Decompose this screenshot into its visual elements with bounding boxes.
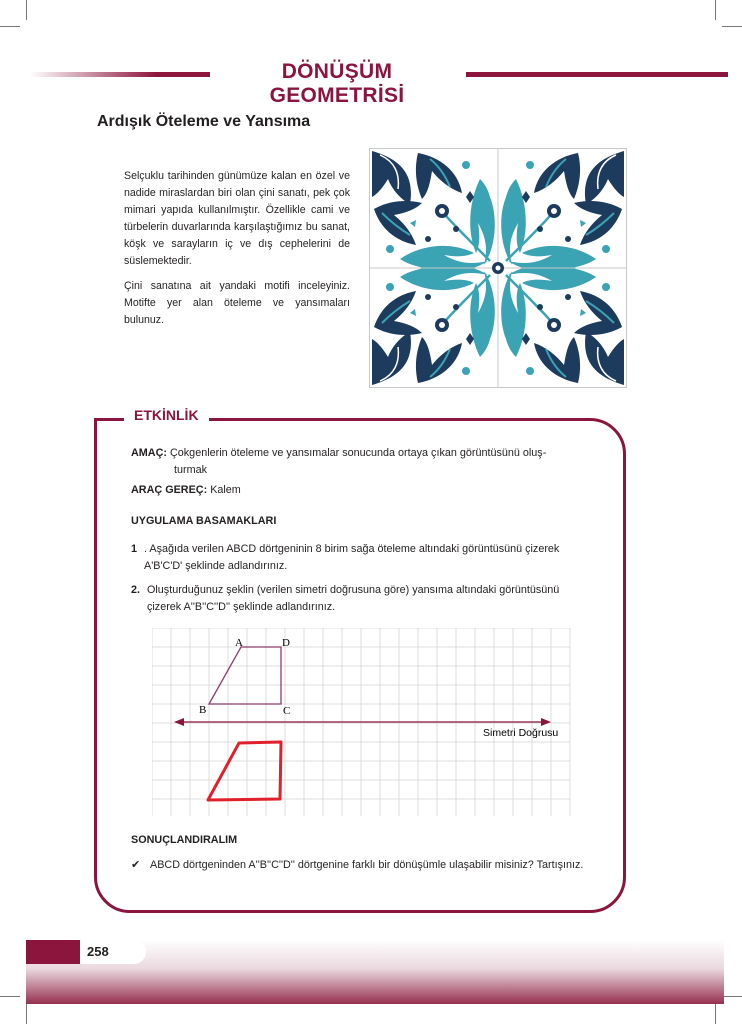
drawn-quadrilateral [208, 742, 281, 800]
crop-mark [0, 996, 20, 997]
crop-mark [26, 0, 27, 20]
tile-motif-image [369, 148, 627, 388]
conclusion-title: SONUÇLANDIRALIM [131, 834, 238, 846]
intro-paragraph: Selçuklu tarihinden günümüze kalan en özel ve nadide miraslardan biri olan çini sanatı, pek çok mimari yapıda kullanılmıştır. Özellikle cami ve türbelerin duvarlarında karşılaştığımız bu sanat, köşk ve sarayların iç ve dış cephelerini de süslemektedir. [124, 170, 350, 267]
crop-mark [26, 1004, 27, 1024]
step-item [131, 582, 596, 616]
conclusion-item [131, 857, 591, 874]
quadrilateral-abcd [209, 647, 281, 704]
symmetry-arrow-left-icon [174, 718, 184, 726]
symmetry-line-label: Simetri Doğrusu [483, 727, 559, 739]
step-number: 2. [131, 584, 141, 596]
grid-svg [152, 628, 572, 818]
crop-mark [722, 996, 742, 997]
label-b: B [199, 704, 207, 716]
goal-body-cont: turmak [174, 464, 207, 476]
crop-mark [715, 0, 716, 20]
footer-accent [26, 940, 80, 964]
steps-title: UYGULAMA BASAMAKLARI [131, 515, 277, 527]
step-text: Oluşturduğunuz şeklin (verilen simetri doğrusuna göre) yansıma altındaki görüntüsünü çizerek A''B''C''D'' şeklinde adlandırınız. [147, 584, 560, 613]
label-d: D [282, 637, 290, 649]
checkmark-icon: ✔ [131, 859, 141, 871]
label-c: C [283, 705, 291, 717]
goal-body: Çokgenlerin öteleme ve yansımalar sonucunda ortaya çıkan görüntüsünü oluş- [169, 447, 547, 459]
label-a: A [235, 637, 243, 649]
crop-mark [722, 26, 742, 27]
section-title: Ardışık Öteleme ve Yansıma [97, 113, 311, 130]
step-item [131, 541, 596, 575]
crop-mark [0, 26, 20, 27]
activity-label: ETKİNLİK [124, 407, 209, 423]
header-rule-right [466, 72, 728, 77]
symmetry-arrow-right-icon [541, 718, 551, 726]
intro-text [124, 168, 350, 337]
conclusion-text: ABCD dörtgeninden A''B''C''D'' dörtgenine farklı bir dönüşümle ulaşabilir misiniz? Tartışınız. [150, 859, 584, 871]
crop-mark [715, 1004, 716, 1024]
goal-label: AMAÇ: [131, 447, 167, 459]
goal-text [131, 445, 591, 479]
materials-text [131, 484, 241, 496]
materials-label: ARAÇ GEREÇ: [131, 484, 208, 496]
step-text: . Aşağıda verilen ABCD dörtgeninin 8 birim sağa öteleme altındaki görüntüsünü çizerek A'B'C'D' şeklinde adlandırınız. [144, 543, 560, 572]
tile-pattern-svg [370, 149, 626, 387]
step-number: 1 [131, 543, 138, 555]
chapter-title: DÖNÜŞÜM GEOMETRİSİ [269, 60, 405, 107]
header-rule-left [30, 72, 210, 77]
grid-figure [152, 628, 572, 818]
intro-paragraph: Çini sanatına ait yandaki motifi inceleyiniz. Motifte yer alan öteleme ve yansımaları bulunuz. [124, 280, 350, 326]
page-number: 258 [80, 940, 146, 964]
materials-value: Kalem [210, 484, 241, 496]
